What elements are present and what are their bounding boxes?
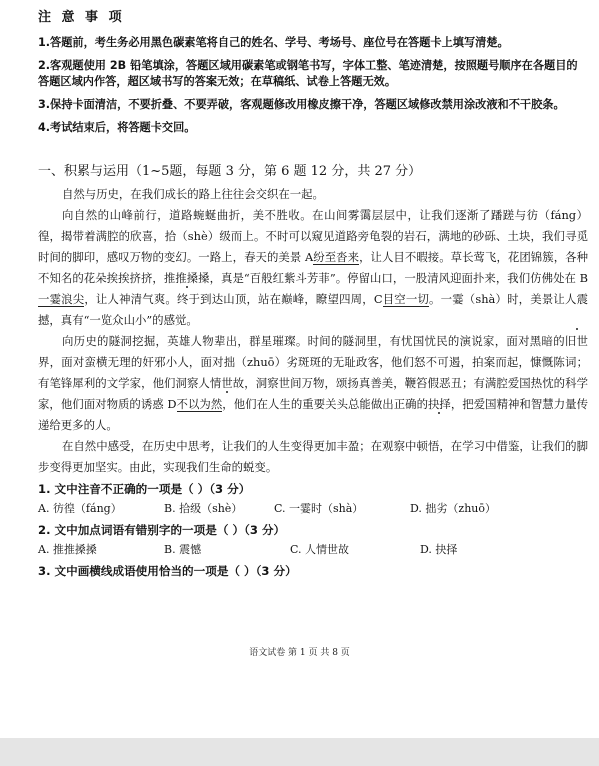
option-a: A. 彷徨（fáng） [38, 502, 122, 515]
text-run: ，把爱国精神和智慧力量传递给更多的人。 [38, 397, 588, 432]
text-run: 向历史的隧洞挖掘，英雄人物辈出，群星璀璨。时间的隧洞里，有忧国忧民的演说家，面对黑暗的旧世界，面对蛮横无理的奸邪小人，面对拙（zhuō）劣斑斑的无耻政客，他们怒不可遏，拍案而起，慷慨陈词；有笔锋犀利的文学家，他们洞察人 [38, 334, 588, 390]
option-c: C. 一霎时（shà） [274, 502, 364, 515]
notice-block [38, 6, 586, 143]
underlined-idiom-c: 目空一切 [382, 292, 430, 306]
text-run: ，让人神清气爽。终于到达山顶，站在巅峰，瞭望四周，C [84, 292, 383, 306]
question-3-stem: 3. 文中画横线成语使用恰当的一项是（ ）（3 分） [38, 564, 297, 578]
option-d: D. 抉择 [420, 543, 458, 556]
dotted-word-d: 抉择 [428, 397, 451, 411]
option-b: B. 拾级（shè） [164, 502, 243, 515]
text-run: ，让人目不暇接。草长莺飞，花团锦簇，各种不知名的花朵挨挨挤挤， [38, 250, 588, 285]
question-1-stem: 1. 文中注音不正确的一项是（ ）（3 分） [38, 482, 251, 496]
notice-item-3: 3.保持卡面清洁，不要折叠、不要弄破，客观题修改用橡皮擦干净，答题区域修改禁用涂改液和不干胶条。 [38, 98, 565, 111]
notice-item-2: 2.客观题使用 2B 铅笔填涂，答题区域用碳素笔或钢笔书写，字体工整、笔迹清楚，按照题号顺序在各题目的答题区域内作答，超区域书写的答案无效；在草稿纸、试卷上答题无效。 [38, 59, 578, 88]
dotted-word-b: 震撼 [38, 292, 588, 327]
option-b: B. 震憾 [164, 543, 202, 556]
question-1-options [38, 499, 588, 519]
question-2-options [38, 540, 588, 560]
section-accumulation [38, 160, 588, 581]
dotted-word-a: 推推搡搡 [163, 271, 210, 285]
notice-item-1: 1.答题前，考生务必用黑色碳素笔将自己的姓名、学号、考场号、座位号在答题卡上填写清楚。 [38, 36, 509, 49]
passage-paragraph-4: 在自然中感受，在历史中思考，让我们的人生变得更加丰盈；在观察中顿悟，在学习中借鉴，让我们的脚步变得更加坚实。由此，实现我们生命的蜕变。 [38, 439, 588, 474]
passage-paragraph-1: 自然与历史，在我们成长的路上往往会交织在一起。 [61, 187, 324, 201]
page-footer: 语文试卷 第 1 页 共 8 页 [249, 648, 350, 658]
passage-paragraph-2 [38, 205, 588, 331]
text-run: ，他们在人生的重要关头总能做出正确的 [222, 397, 428, 411]
text-run: 向自然的山峰前行，道路蜿蜒曲折，美不胜收。在山间雾霭层层中，让我们逐渐了蹯蹉与彷（fáng）徨，揭带着满腔的欣喜，拾（shè）级而上。不时可以窥见道路旁龟裂的岩石，满地的砂砾、土块，我们寻觅时间的脚印，感叹万物的变幻。一路上，春天的美景 A [38, 208, 588, 264]
option-d: D. 拙劣（zhuō） [410, 502, 497, 515]
viewer-bottom-bar [0, 738, 599, 766]
notice-title: 注 意 事 项 [38, 10, 125, 25]
underlined-idiom-b [38, 292, 84, 307]
text-run: 一霎 [38, 292, 62, 306]
passage-paragraph-3 [38, 331, 588, 436]
option-a: A. 推推搡搡 [38, 543, 97, 556]
text-run: ，洞察世间万物，颂扬真善美，鞭笞假恶丑；有满腔爱国热忱的科学家，他们面对物质的诱惑 D [38, 376, 588, 411]
underlined-idiom-d: 不以为然 [176, 397, 223, 411]
question-2-stem: 2. 文中加点词语有错别字的一项是（ ）（3 分） [38, 523, 286, 537]
text-run: 。一霎（shà）时，美景让人 [429, 292, 577, 306]
notice-item-4: 4.考试结束后，将答题卡交回。 [38, 121, 196, 134]
option-c: C. 人情世故 [290, 543, 350, 556]
underlined-idiom-a: 纷至沓来 [313, 250, 360, 264]
text-run: ，真是“百般红紫斗芳菲”。停留山口，一股清风迎面扑来，我们仿佛处在 B [209, 271, 588, 285]
text-run: 浪尖 [61, 292, 85, 306]
dotted-word-c: 情世故 [209, 376, 245, 390]
section-title: 一、积累与运用（1~5题，每题 3 分，第 6 题 12 分，共 27 分） [38, 164, 422, 179]
text-run: ，真有“一览众山小”的感觉。 [49, 313, 198, 327]
